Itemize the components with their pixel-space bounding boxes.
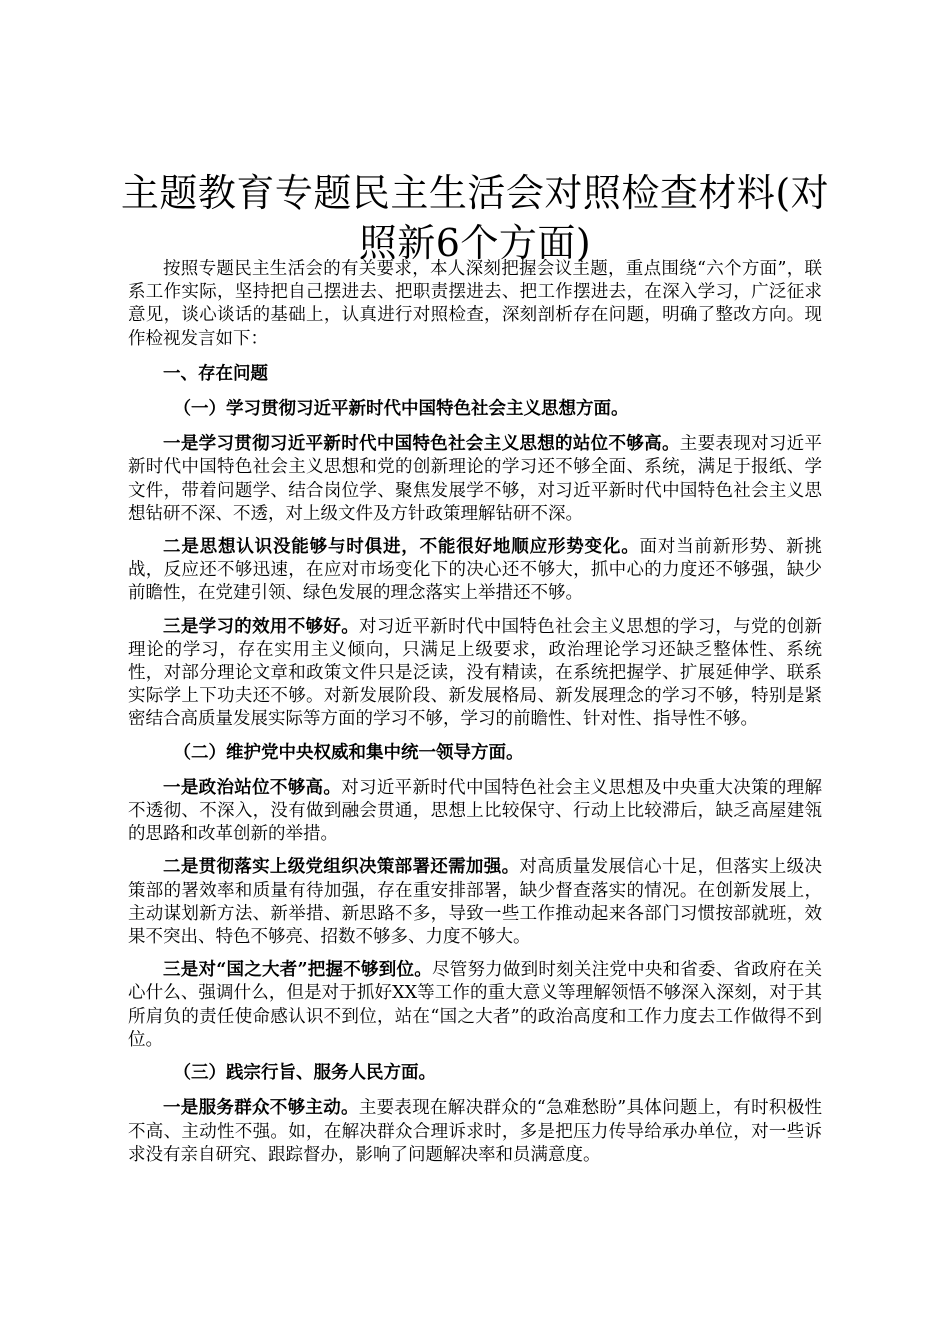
document-title: 主题教育专题民主生活会对照检查材料(对照新6个方面) xyxy=(120,171,830,265)
paragraph-lead: 二是贯彻落实上级党组织决策部署还需加强。 xyxy=(163,857,520,878)
paragraph-text: 对习近平新时代中国特色社会主义思想的学习，与党的创新理论的学习，存在实用主义倾向，只满足上级要求，政治理论学习还缺乏整体性、系统性，对部分理论文章和政策文件只是泛读，没有精读，在系统把握学、扩展延伸学、联系实际学上下功夫还不够。对新发展阶段、新发展格局、新发展理念的学习不够，特别是紧密结合高质量发展实际等方面的学习不够，学习的前瞻性、针对性、指导性不够。 xyxy=(128,616,822,730)
paragraph-lead: 三是对“国之大者”把握不够到位。 xyxy=(163,960,432,981)
paragraph xyxy=(128,433,822,526)
paragraph-text: 对高质量发展信心十足，但落实上级决策部的署效率和质量有待加强，存在重安排部署，缺少督查落实的情况。在创新发展上，主动谋划新方法、新举措、新思路不多，导致一些工作推动起来各部门习惯按部就班，效果不突出、特色不够亮、招数不够多、力度不够大。 xyxy=(128,857,823,948)
paragraph xyxy=(128,536,822,606)
paragraph xyxy=(128,777,822,847)
subsection-heading-3: （三）践宗行旨、服务人民方面。 xyxy=(173,1063,436,1084)
paragraph xyxy=(128,959,822,1052)
paragraph-text: 对习近平新时代中国特色社会主义思想及中央重大决策的理解不透彻、不深入，没有做到融会贯通，思想上比较保守、行动上比较滞后，缺乏高屋建瓴的思路和改革创新的举措。 xyxy=(128,777,823,845)
paragraph xyxy=(128,616,822,732)
paragraph xyxy=(128,1097,822,1167)
paragraph-text: 主要表现在解决群众的“急难愁盼”具体问题上，有时积极性不高、主动性不强。如，在解决群众合理诉求时，多是把压力传导给承办单位，对一些诉求没有亲自研究、跟踪督办，影响了问题解决率和员满意度。 xyxy=(128,1098,822,1165)
paragraph-lead: 一是服务群众不够主动。 xyxy=(163,1098,359,1119)
paragraph-lead: 一是政治站位不够高。 xyxy=(163,777,342,798)
paragraph-text: 面对当前新形势、新挑战，反应还不够迅速，在应对市场变化下的决心还不够大，抓中心的力度还不够强，缺少前瞻性，在党建引领、绿色发展的理念落实上举措还不够。 xyxy=(128,537,823,604)
paragraph-text: 尽管努力做到时刻关注党中央和省委、省政府在关心什么、强调什么，但是对于抓好XX等工作的重大意义等理解领悟不够深入深刻，对于其所肩负的责任使命感认识不到位，站在“国之大者”的政治高度和工作力度去工作做得不到位。 xyxy=(128,960,822,1050)
paragraph xyxy=(128,856,822,949)
paragraph-lead: 一是学习贯彻习近平新时代中国特色社会主义思想的站位不够高。 xyxy=(163,434,680,455)
intro-paragraph: 按照专题民主生活会的有关要求，本人深刻把握会议主题，重点围绕“六个方面”，联系工作实际，坚持把自己摆进去、把职责摆进去、把工作摆进去，在深入学习，广泛征求意见，谈心谈话的基础上，认真进行对照检查，深刻剖析存在问题，明确了整改方向。现作检视发言如下： xyxy=(128,259,822,349)
section-heading-issues: 一、存在问题 xyxy=(163,363,268,384)
paragraph-lead: 二是思想认识没能够与时俱进，不能很好地顺应形势变化。 xyxy=(163,537,640,558)
paragraph-lead: 三是学习的效用不够好。 xyxy=(163,616,360,637)
subsection-heading-1: （一）学习贯彻习近平新时代中国特色社会主义思想方面。 xyxy=(173,399,629,420)
document-body xyxy=(128,258,822,1177)
subsection-heading-2: （二）维护党中央权威和集中统一领导方面。 xyxy=(173,742,524,763)
paragraph-text: 主要表现对习近平新时代中国特色社会主义思想和党的创新理论的学习还不够全面、系统，满足于报纸、学文件，带着问题学、结合岗位学、聚焦发展学不够，对习近平新时代中国特色社会主义思想钻研不深、不透，对上级文件及方针政策理解钻研不深。 xyxy=(128,434,823,524)
